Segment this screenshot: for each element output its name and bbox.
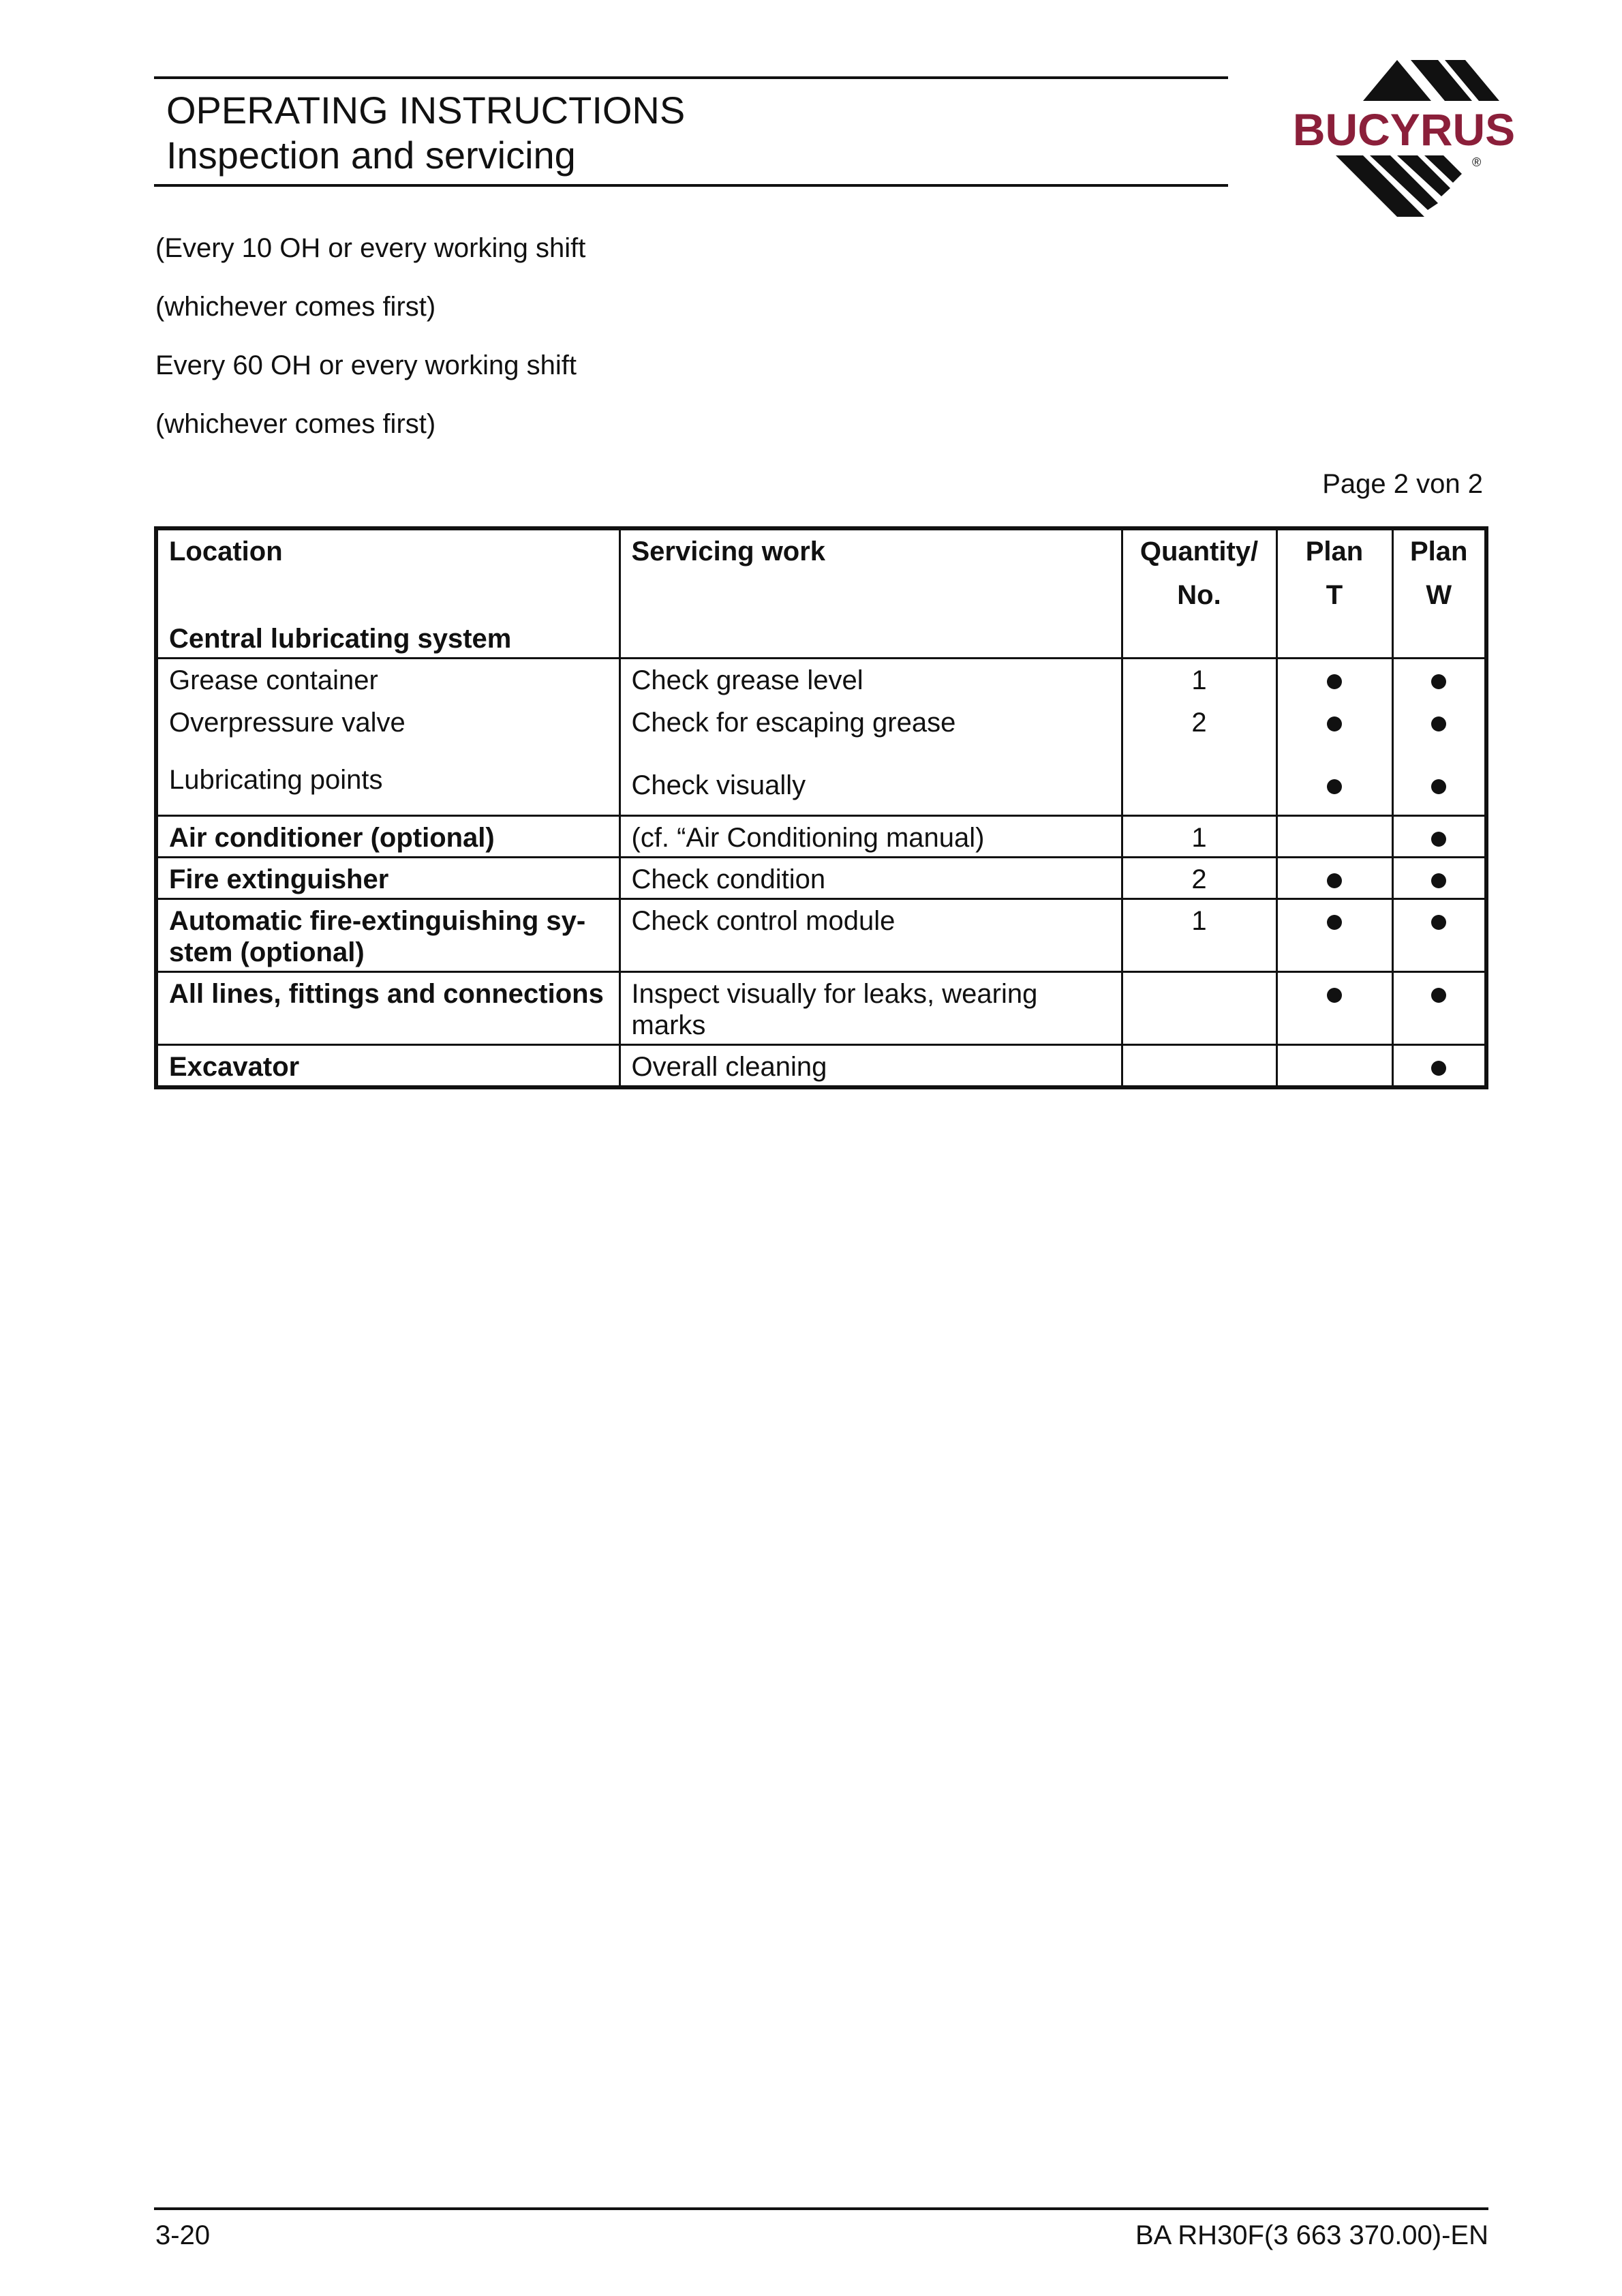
header-quantity: Quantity/ No. [1122,528,1276,659]
location-cell: Lubricating points [169,765,383,795]
plan-t-cell [1276,972,1392,1045]
plan-w-dot-icon [1431,873,1446,888]
group-plan-w [1392,659,1486,816]
plan-t-cell [1276,1045,1392,1088]
plan-t-dot-icon [1327,779,1342,794]
plan-w-dot-icon [1431,1061,1446,1076]
plan-w-dot-icon [1431,915,1446,930]
work-cell: Check control module [619,899,1122,972]
footer-page-number: 3-20 [155,2220,211,2250]
plan-w-cell [1392,1045,1486,1088]
quantity-cell: 2 [1122,858,1276,899]
quantity-cell [1134,749,1265,791]
location-cell: Grease container [169,665,378,695]
plan-w-dot-icon [1431,832,1446,847]
table-row [156,1045,1486,1088]
quantity-cell [1122,972,1276,1045]
work-cell: Check for escaping grease [631,708,956,738]
plan-w-dot-icon [1431,779,1446,794]
plan-w-cell [1392,972,1486,1045]
group-quantities [1122,659,1276,816]
plan-t-cell [1276,858,1392,899]
bucyrus-logo [1268,53,1540,217]
location-cell: Fire extinguisher [156,858,619,899]
plan-t-cell [1276,816,1392,858]
location-cell: All lines, fittings and connections [156,972,619,1045]
plan-w-dot-icon [1431,988,1446,1003]
header-servicing-work: Servicing work [619,528,1122,659]
group-works [619,659,1122,816]
table-row [156,816,1486,858]
intro-line-2: (whichever comes first) [155,292,436,322]
header-top-rule [154,76,1228,79]
intro-line-4: (whichever comes first) [155,409,436,439]
work-cell: Overall cleaning [619,1045,1122,1088]
registered-mark: ® [1472,155,1482,169]
plan-t-dot-icon [1327,674,1342,689]
table-row [156,972,1486,1045]
quantity-cell: 1 [1122,816,1276,858]
plan-w-cell [1392,899,1486,972]
header-plan-w: Plan W [1392,528,1486,659]
quantity-cell: 1 [1191,665,1207,695]
work-cell: Inspect visually for leaks, wearing marks [619,972,1122,1045]
plan-t-dot-icon [1327,716,1342,731]
table-row-central-lubrication [156,659,1486,816]
location-cell: Overpressure valve [169,708,406,738]
page-reference: Page 2 von 2 [1322,469,1483,499]
plan-w-dot-icon [1431,674,1446,689]
document-title: OPERATING INSTRUCTIONS [166,89,686,132]
header-location: Location Central lubricating system [156,528,619,659]
footer-document-code: BA RH30F(3 663 370.00)-EN [1135,2220,1488,2250]
header-plan-t: Plan T [1276,528,1392,659]
location-cell: Automatic fire-extinguishing sy- stem (optional) [156,899,619,972]
quantity-cell: 1 [1122,899,1276,972]
plan-w-dot-icon [1431,716,1446,731]
quantity-cell [1122,1045,1276,1088]
intro-line-3: Every 60 OH or every working shift [155,350,577,380]
location-cell: Excavator [156,1045,619,1088]
group-plan-t [1276,659,1392,816]
work-cell: Check grease level [631,665,863,695]
plan-t-dot-icon [1327,915,1342,930]
plan-t-dot-icon [1327,873,1342,888]
table-header-row [156,528,1486,659]
plan-w-cell [1392,816,1486,858]
header-bottom-rule [154,184,1228,187]
group-locations [156,659,619,816]
servicing-table [154,526,1488,1089]
location-cell: Air conditioner (optional) [156,816,619,858]
group-title: Central lubricating system [169,624,512,654]
intro-line-1: (Every 10 OH or every working shift [155,233,586,263]
footer-rule [154,2207,1488,2210]
plan-t-cell [1276,899,1392,972]
work-cell: Check visually [631,770,806,800]
table-row [156,858,1486,899]
table-row [156,899,1486,972]
work-cell: (cf. “Air Conditioning manual) [619,816,1122,858]
plan-t-dot-icon [1327,988,1342,1003]
logo-text: BUCYRUS [1292,104,1516,155]
quantity-cell: 2 [1191,708,1207,738]
plan-w-cell [1392,858,1486,899]
document-subtitle: Inspection and servicing [166,134,576,177]
work-cell: Check condition [619,858,1122,899]
